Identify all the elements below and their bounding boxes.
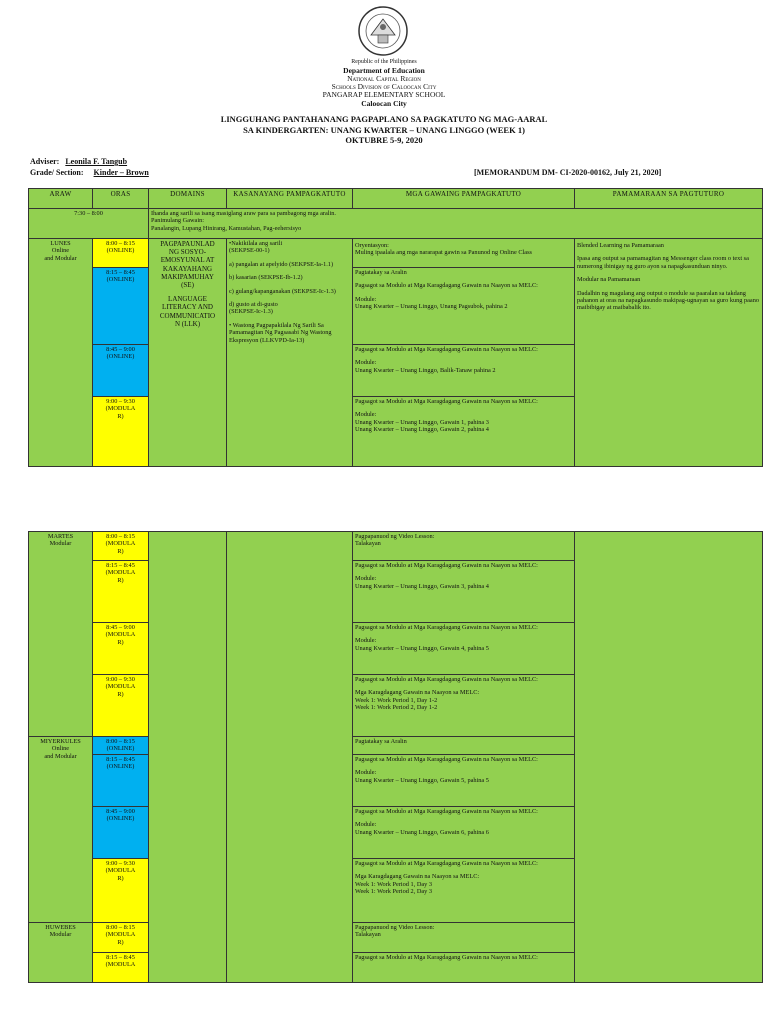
grade-row — [30, 168, 149, 177]
domain-line: KAKAYAHANG — [162, 264, 213, 273]
time-range: 8:15 – 8:45 — [106, 269, 135, 276]
time-mode: R) — [117, 938, 124, 946]
time-range: 8:45 – 9:00 — [106, 346, 135, 353]
time-cell — [93, 737, 149, 755]
first-time-cell: 7:30 – 8:00 — [29, 209, 149, 239]
day-mode: Modular — [49, 540, 72, 548]
day-mode: Online — [51, 247, 70, 255]
activity-cell — [353, 268, 575, 345]
title-line-3: OKTUBRE 5-9, 2020 — [345, 135, 423, 145]
time-mode: (ONLINE) — [106, 247, 135, 255]
activity-line: Pagpapanuod ng Video Lesson: — [355, 533, 435, 540]
activity-cell — [353, 623, 575, 675]
adviser-name: Leonila F. Tangub — [65, 157, 128, 166]
day-mode: Online — [51, 745, 70, 753]
document-title — [0, 114, 768, 146]
activity-line: Week 1: Work Period 2, Day 3 — [355, 888, 433, 896]
day-name: MIYERKULES — [40, 738, 81, 745]
domains-cell — [149, 532, 227, 983]
time-mode: (MODULA — [105, 683, 136, 691]
activity-line: Unang Kwarter – Unang Linggo, Gawain 3, pahina 4 — [355, 582, 489, 590]
time-mode: (ONLINE) — [106, 763, 135, 771]
activity-line: Week 1: Work Period 2, Day 1-2 — [355, 704, 438, 712]
time-range: 8:15 – 8:45 — [106, 954, 135, 961]
header-gawain: MGA GAWAING PAMPAGKATUTO — [353, 189, 575, 209]
region-line: National Capital Region — [347, 74, 421, 83]
method-cell — [575, 239, 763, 467]
activity-line: Unang Kwarter – Unang Linggo, Balik-Tanaw pahina 2 — [355, 366, 496, 374]
title-line-1: LINGGUHANG PANTAHANANG PAGPAPLANO SA PAGKATUTO NG MAG-AARAL — [220, 114, 548, 124]
time-mode: (ONLINE) — [106, 815, 135, 823]
day-cell-miyerkules — [29, 737, 93, 923]
time-cell — [93, 561, 149, 623]
activity-line: Unang Kwarter – Unang Linggo, Gawain 6, pahina 6 — [355, 828, 489, 836]
method-line: Modular na Pamamaraan — [577, 276, 641, 284]
city-line: Caloocan City — [361, 99, 407, 108]
activity-cell — [353, 923, 575, 953]
skill-line: b) kasarian (SEKPSE-Ib-1.2) — [229, 274, 303, 282]
skills-cell — [227, 239, 353, 467]
republic-line: Republic of the Philippines — [351, 59, 417, 65]
activity-line: Week 1: Work Period 1, Day 1-2 — [355, 696, 438, 704]
time-range: 8:00 – 8:15 — [106, 240, 135, 247]
activity-line: Week 1: Work Period 1, Day 3 — [355, 880, 433, 888]
activity-line: Module: — [355, 295, 377, 303]
skills-cell — [227, 532, 353, 983]
deped-seal-icon — [356, 5, 410, 57]
skill-line: (SEKPSE-00-1) — [229, 247, 270, 255]
time-mode: (MODULA — [105, 405, 136, 413]
activity-line: Unang Kwarter – Unang Linggo, Gawain 2, pahina 4 — [355, 426, 489, 434]
domain-line: LITERACY AND — [162, 303, 213, 312]
activity-cell — [353, 397, 575, 467]
day-mode: and Modular — [44, 254, 77, 262]
activity-cell — [353, 561, 575, 623]
time-mode: R) — [117, 412, 124, 420]
day-cell-huwebes — [29, 923, 93, 983]
schedule-table-lunes — [28, 188, 763, 467]
time-cell — [93, 675, 149, 737]
skill-line: • Wastong Pagpapakilala Ng Sarili Sa Pamamagitan Ng Pagsasabi Ng Wastong Ekspresyon (LLKVPD-Ia-13) — [229, 321, 332, 344]
time-range: 8:45 – 9:00 — [106, 808, 135, 815]
activity-line: Pagsagot sa Modulo at Mga Karagdagang Gawain na Naayon sa MELC: — [355, 676, 538, 683]
time-range: 8:00 – 8:15 — [106, 533, 135, 540]
time-range: 8:15 – 8:45 — [106, 562, 135, 569]
activity-cell — [353, 737, 575, 755]
table-header-row — [29, 189, 763, 209]
time-mode: R) — [117, 547, 124, 555]
time-mode: (MODULA — [105, 631, 136, 639]
activity-line: Module: — [355, 821, 377, 829]
first-line: Panalangin, Lupang Hinirang, Kamustahan, Pag-eehersisyo — [151, 224, 302, 232]
grade-section: Kinder – Brown — [93, 168, 149, 177]
title-line-2: SA KINDERGARTEN: UNANG KWARTER – UNANG LINGGO (WEEK 1) — [243, 124, 525, 135]
domains-cell — [149, 239, 227, 467]
activity-line: Pagsagot sa Modulo at Mga Karagdagang Gawain na Naayon sa MELC: — [355, 398, 538, 405]
activity-line: Module: — [355, 359, 377, 367]
domain-line: EMOSYUNAL AT — [160, 256, 215, 265]
activity-line: Talakayan — [355, 931, 381, 939]
domain-line: (SE) — [181, 281, 194, 290]
day-name: MARTES — [47, 533, 74, 540]
school-line: PANGARAP ELEMENTARY SCHOOL — [322, 90, 446, 99]
header-oras: ORAS — [93, 189, 149, 209]
time-cell — [93, 268, 149, 345]
time-cell — [93, 532, 149, 561]
time-mode: (ONLINE) — [106, 353, 135, 361]
activity-line: Pagsagot sa Modulo at Mga Karagdagang Gawain na Naayon sa MELC: — [355, 756, 538, 763]
time-mode: (MODULA — [105, 540, 136, 548]
first-line: Panimulang Gawain: — [151, 217, 204, 225]
table-row — [29, 239, 763, 268]
activity-cell — [353, 953, 575, 983]
domain-line: MAKIPAMUHAY — [161, 272, 214, 281]
time-mode: R) — [117, 576, 124, 584]
time-cell — [93, 239, 149, 268]
activity-line: Muling ipaalala ang mga nararapat gawin sa Panunod ng Online Class — [355, 249, 532, 257]
activity-line: Pagsagot sa Modulo at Mga Karagdagang Gawain na Naayon sa MELC: — [355, 808, 538, 815]
activity-cell — [353, 859, 575, 923]
activity-line: Unang Kwarter – Unang Linggo, Gawain 5, pahina 5 — [355, 776, 489, 784]
method-cell — [575, 532, 763, 983]
time-range: 8:45 – 9:00 — [106, 624, 135, 631]
time-cell — [93, 397, 149, 467]
time-mode: R) — [117, 638, 124, 646]
first-line: Ihanda ang sarili sa isang masiglang araw para sa pambagong mga aralin. — [151, 210, 336, 217]
time-cell — [93, 953, 149, 983]
time-range: 9:00 – 9:30 — [106, 860, 135, 867]
adviser-label: Adviser: — [30, 157, 60, 166]
header-pamamaraan: PAMAMARAAN SA PAGTUTURO — [575, 189, 763, 209]
table-row — [29, 532, 763, 561]
time-mode: (MODULA — [105, 931, 136, 939]
adviser-row — [30, 157, 127, 166]
activity-line: Pagsagot sa Modulo at Mga Karagdagang Gawain na Naayon sa MELC: — [355, 346, 538, 353]
activity-line: Oryentasyon: — [355, 242, 389, 249]
table-row — [29, 209, 763, 239]
domain-line: NG SOSYO- — [168, 248, 207, 257]
activity-line: Module: — [355, 769, 377, 777]
time-mode: (MODULA — [105, 867, 136, 875]
activity-cell — [353, 755, 575, 807]
header-araw: ARAW — [29, 189, 93, 209]
time-cell — [93, 623, 149, 675]
activity-line: Mga Karagdagang Gawain na Naayon sa MELC: — [355, 689, 480, 697]
activity-cell — [353, 345, 575, 397]
skill-line: (SEKPSE-Ic-1.3) — [229, 308, 273, 316]
activity-line: Pagsagot sa Modulo at Mga Karagdagang Gawain na Naayon sa MELC: — [355, 860, 538, 867]
time-cell — [93, 345, 149, 397]
activity-line: Pagpapanuod ng Video Lesson: — [355, 924, 435, 931]
activity-cell — [353, 532, 575, 561]
time-cell — [93, 923, 149, 953]
activity-line: Pagsagot sa Modulo at Mga Karagdagang Gawain na Naayon sa MELC: — [355, 282, 538, 290]
activity-cell — [353, 807, 575, 859]
domain-line: PAGPAPAUNLAD — [160, 240, 215, 248]
method-line: Ipasa ang output sa pamamagitan ng Messenger class room o text sa numerong ibinigay ng guro ayon sa napagkasunduan ninyo. — [577, 255, 749, 270]
activity-line: Pagsagot sa Modulo at Mga Karagdagang Gawain na Naayon sa MELC: — [355, 954, 538, 961]
time-range: 8:00 – 8:15 — [106, 924, 135, 931]
skill-line: a) pangalan at apelyido (SEKPSE-Ia-1.1) — [229, 260, 334, 268]
time-cell — [93, 807, 149, 859]
time-mode: R) — [117, 874, 124, 882]
time-cell — [93, 755, 149, 807]
time-mode: (MODULA — [105, 569, 136, 577]
skill-line: •Nakikilala ang sarili — [229, 240, 283, 247]
activity-line: Module: — [355, 637, 377, 645]
activity-line: Pagtatakay sa Aralin — [355, 269, 407, 276]
time-mode: (ONLINE) — [106, 276, 135, 284]
schedule-table-week — [28, 531, 763, 983]
activity-line: Talakayan — [355, 540, 381, 548]
method-line: Blended Learning na Pamamaraan — [577, 242, 664, 249]
time-range: 9:00 – 9:30 — [106, 398, 135, 405]
time-range: 8:15 – 8:45 — [106, 756, 135, 763]
grade-label: Grade/ Section: — [30, 168, 84, 177]
header-kasanayang: KASANAYANG PAMPAGKATUTO — [227, 189, 353, 209]
activity-line: Unang Kwarter – Unang Linggo, Unang Pagsubok, pahina 2 — [355, 303, 508, 311]
time-cell — [93, 859, 149, 923]
domain-line: COMMUNICATIO — [159, 311, 216, 320]
day-cell-martes — [29, 532, 93, 737]
activity-line: Pagsagot sa Modulo at Mga Karagdagang Gawain na Naayon sa MELC: — [355, 562, 538, 569]
activity-line: Module: — [355, 575, 377, 583]
activity-line: Module: — [355, 411, 377, 419]
activity-line: Pagsagot sa Modulo at Mga Karagdagang Gawain na Naayon sa MELC: — [355, 624, 538, 631]
day-cell-lunes — [29, 239, 93, 467]
header-domains: DOMAINS — [149, 189, 227, 209]
day-name: LUNES — [50, 240, 71, 247]
day-mode: Modular — [49, 931, 72, 939]
time-range: 8:00 – 8:15 — [106, 738, 135, 745]
time-mode: (MODULA — [105, 961, 136, 969]
skill-line: c) gulang/kapanganakan (SEKPSE-Ic-1.3) — [229, 287, 336, 295]
activity-line: Unang Kwarter – Unang Linggo, Gawain 4, pahina 5 — [355, 644, 489, 652]
activity-line: Mga Karagdagang Gawain na Naayon sa MELC: — [355, 873, 480, 881]
department-line: Department of Education — [343, 66, 425, 75]
time-mode: R) — [117, 690, 124, 698]
activity-cell — [353, 675, 575, 737]
activity-cell — [353, 239, 575, 268]
day-name: HUWEBES — [45, 924, 76, 931]
method-line: Dadalhin ng magulang ang output o module sa paaralan sa takdang pahanon at oras na napagkasundo makipag-ugnayan sa guro kung paano maibibigay at maibabalik ito. — [577, 289, 760, 312]
activity-line: Unang Kwarter – Unang Linggo, Gawain 1, pahina 3 — [355, 418, 489, 426]
division-line: Schools Division of Caloocan City — [331, 82, 437, 91]
time-mode: (ONLINE) — [106, 745, 135, 753]
day-mode: and Modular — [44, 752, 77, 760]
memorandum-ref: [MEMORANDUM DM- CI-2020-00162, July 21, 2020] — [474, 168, 662, 177]
time-range: 9:00 – 9:30 — [106, 676, 135, 683]
first-activity-cell — [149, 209, 763, 239]
skill-line: d) gusto at di-gusto — [229, 301, 278, 309]
activity-line: Pagtatakay sa Aralin — [355, 738, 407, 745]
domain-line: LANGUAGE — [168, 295, 207, 304]
domain-line: N (LLK) — [174, 319, 201, 328]
